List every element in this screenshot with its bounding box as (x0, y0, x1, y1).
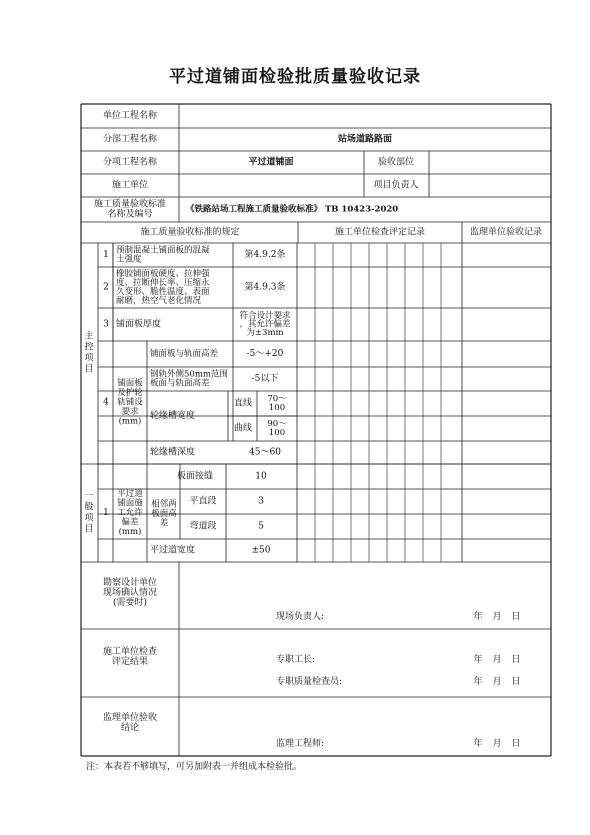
item-no: 4 (103, 397, 109, 408)
item-description: 钢轨外侧50mm范围 (150, 369, 228, 380)
division-label: 分部工程名称 (102, 134, 158, 145)
supervising-engineer-label: 监理工程师: (276, 739, 325, 749)
supervisor-conclusion-label: 结论 (120, 723, 140, 733)
item-sub-label: 板面高 (151, 509, 177, 519)
item-spec: ±50 (251, 545, 271, 556)
item-group-label: 轨铺设 (117, 397, 143, 408)
main-group-label: 项 (84, 353, 94, 364)
unit-project-label: 单位工程名称 (102, 111, 158, 121)
item-description: 橡胶铺面板硬度、拉伸强 (116, 269, 210, 279)
item-spec: 10 (255, 471, 267, 482)
page-title: 平过道铺面检验批质量验收记录 (169, 67, 421, 87)
item-group-label: 工允许 (117, 508, 143, 518)
project-leader-label: 项目负责人 (373, 180, 419, 191)
item-description: 板面接缝 (176, 471, 214, 482)
item-description: 耐磨，热空气老化情况 (116, 296, 202, 306)
item-description: 轮缘槽深度 (150, 447, 196, 458)
construction-unit-label: 施工单位 (111, 180, 149, 191)
item-spec: 100 (268, 428, 286, 438)
foreman-label: 专职工长: (276, 655, 316, 665)
general-group-label: 般 (84, 502, 94, 513)
main-group-label: 控 (84, 342, 94, 353)
item-spec: 为±3mm (246, 328, 284, 338)
date-month: 月 (492, 677, 502, 687)
contractor-result-label: 评定结果 (111, 657, 149, 667)
survey-unit-label: (需要时) (112, 598, 148, 608)
column-header-spec: 施工质量验收标准的规定 (140, 227, 240, 238)
subdivision-label: 分项工程名称 (102, 157, 158, 168)
inspection-part-label: 验收部位 (377, 157, 415, 168)
division-value: 站场道路路面 (337, 134, 393, 145)
item-no: 3 (103, 319, 109, 330)
item-group-label: 铺面板 (117, 378, 143, 389)
item-sub-label: 弯道段 (189, 521, 217, 532)
main-group-label: 主 (84, 331, 94, 342)
item-spec: 第4.9.2条 (244, 250, 286, 260)
item-spec: 符合设计要求 (239, 311, 291, 321)
survey-person-label: 现场负责人: (276, 612, 325, 622)
item-group-label: 平过道 (117, 489, 143, 499)
item-group-label: (mm) (118, 416, 142, 427)
date-month: 月 (492, 655, 502, 665)
item-spec: 3 (258, 496, 264, 507)
item-spec: 70～ (267, 394, 287, 404)
item-group-label: 铺面施 (117, 498, 143, 509)
item-no: 2 (103, 282, 109, 293)
general-group-label: 项 (84, 513, 94, 524)
column-header-supervisor: 监理单位验收记录 (469, 227, 543, 238)
item-sub-label: 平直段 (189, 496, 217, 507)
date-month: 月 (492, 739, 502, 749)
item-spec: 第4.9.3条 (244, 282, 286, 293)
item-spec: -5～+20 (246, 349, 284, 359)
item-spec: -5以下 (251, 374, 279, 384)
column-header-contractor: 施工单位检查评定记录 (334, 227, 426, 238)
supervisor-conclusion-label: 监理单位验收 (102, 713, 158, 723)
item-sub-label: 曲线 (233, 423, 253, 434)
item-spec: 100 (268, 403, 286, 413)
item-description: 平过道宽度 (150, 545, 196, 556)
general-group-label: 一 (84, 491, 94, 502)
date-day: 日 (511, 677, 521, 687)
standard-label: 施工质量验收标准 (93, 199, 167, 210)
item-no: 1 (103, 250, 109, 260)
date-year: 年 (473, 612, 483, 622)
date-day: 日 (511, 655, 521, 665)
item-sub-label: 相邻两 (151, 499, 177, 510)
item-no: 1 (103, 508, 109, 518)
item-group-label: 及护轮 (117, 388, 143, 398)
item-description: 轮缘槽宽度 (150, 411, 196, 421)
item-spec: 45～60 (249, 447, 281, 458)
survey-unit-label: 勘察设计单位 (102, 578, 158, 588)
item-spec: 90～ (267, 419, 287, 429)
item-description: 预制混凝土铺面板的混凝 (116, 245, 210, 256)
date-year: 年 (473, 739, 483, 749)
item-sub-label: 直线 (233, 398, 253, 409)
date-month: 月 (492, 612, 502, 622)
standard-label: 名称及编号 (107, 209, 153, 220)
item-group-label: 要求 (121, 407, 139, 417)
date-day: 日 (511, 739, 521, 749)
item-description: 度、拉断伸长率、压缩永 (116, 278, 210, 288)
item-description: 板面与轨面高差 (150, 378, 210, 389)
footnote: 注：本表若不够填写，可另加附表一并组成本检验批。 (86, 762, 303, 772)
item-group-label: 偏差 (121, 517, 139, 528)
date-year: 年 (473, 655, 483, 665)
contractor-result-label: 施工单位检查 (102, 647, 158, 657)
survey-unit-label: 现场确认情况 (102, 588, 158, 598)
general-group-label: 目 (84, 524, 94, 535)
item-spec: ，其允许偏差 (239, 319, 291, 330)
item-description: 铺面板与轨面高差 (150, 349, 219, 359)
item-sub-label: 差 (159, 518, 169, 529)
date-year: 年 (473, 677, 483, 687)
standard-value: 《铁路站场工程施工质量验收标准》 TB 10423-2020 (186, 204, 399, 215)
subdivision-value: 平过道铺面 (248, 157, 294, 168)
item-description: 久变形、脆性温度、表面 (116, 287, 210, 297)
qc-inspector-label: 专职质量检查员: (276, 677, 343, 687)
item-spec: 5 (258, 521, 264, 532)
item-description: 铺面板厚度 (116, 319, 162, 330)
item-group-label: (mm) (118, 527, 142, 537)
item-description: 土强度 (116, 254, 142, 265)
main-group-label: 目 (84, 364, 94, 375)
date-day: 日 (511, 612, 521, 622)
